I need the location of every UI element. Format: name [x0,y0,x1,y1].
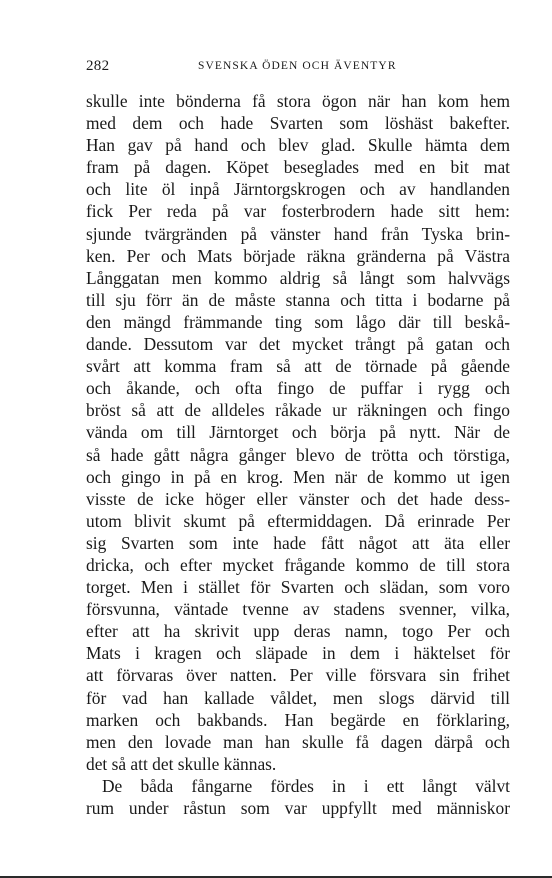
text-line: torget. Men i stället för Svarten och slädan, som voro [86,577,510,598]
text-line: dande. Dessutom var det mycket trångt på gatan och [86,334,510,355]
text-line: sjunde tvärgränden på vänster hand från Tyska brin- [86,223,510,244]
text-line: med dem och hade Svarten som löshäst bakefter. [86,113,510,134]
text-line: och gingo in på en krog. Men när de kommo ut igen [86,466,510,487]
text-line: dricka, och efter mycket frågande kommo de till stora [86,554,510,575]
text-line: Mats i kragen och släpade in dem i häktelset för [86,643,510,664]
text-line: fick Per reda på var fosterbrodern hade sitt hem: [86,201,510,222]
text-line: försvunna, väntade tvenne av stadens svenner, vilka, [86,599,510,620]
running-head [86,58,510,78]
body-text [86,90,510,819]
text-line: den mängd främmande ting som lågo där till beskå- [86,311,510,332]
text-line: Långgatan men kommo aldrig så långt som halvvägs [86,267,510,288]
text-line-paragraph-start: De båda fångarne fördes in i ett långt välvt [102,775,510,796]
text-line: men den lovade man han skulle få dagen därpå och [86,731,510,752]
text-line: till sju förr än de måste stanna och titta i bodarne på [86,289,510,310]
text-line: efter att ha skrivit upp deras namn, togo Per och [86,621,510,642]
text-line: och åkande, och ofta fingo de puffar i rygg och [86,378,510,399]
text-line: utom blivit skumt på eftermiddagen. Då erinrade Per [86,510,510,531]
text-line: ken. Per och Mats började räkna gränderna på Västra [86,245,510,266]
text-line: skulle inte bönderna få stora ögon när han kom hem [86,91,510,111]
text-line: visste de icke höger eller vänster och det hade dess- [86,488,510,509]
text-line: svårt att komma fram så att de törnade på gående [86,356,510,377]
text-line: för vad han kallade våldet, men slogs därvid till [86,687,510,708]
text-line: Han gav på hand och blev glad. Skulle hämta dem [86,135,510,156]
text-line: vända om till Järntorget och börja på nytt. När de [86,422,510,443]
text-line: och lite öl inpå Järntorgskrogen och av handlanden [86,179,510,200]
page-number: 282 [86,58,110,74]
text-line: rum under råstun som var uppfyllt med människor [86,798,510,818]
text-line: bröst så att de alldeles råkade ur räkningen och fingo [86,400,510,421]
text-line: så hade gått några gånger blevo de trötta och törstiga, [86,444,510,465]
text-line-paragraph-end: det så att det skulle kännas. [86,753,277,774]
text-line: marken och bakbands. Han begärde en förklaring, [86,709,510,730]
text-line: sig Svarten som inte hade fått något att äta eller [86,532,510,553]
text-line: fram på dagen. Köpet beseglades med en bit mat [86,157,510,178]
text-line: att förvaras över natten. Per ville försvara sin frihet [86,665,510,686]
running-title: SVENSKA ÖDEN OCH ÄVENTYR [198,60,397,72]
